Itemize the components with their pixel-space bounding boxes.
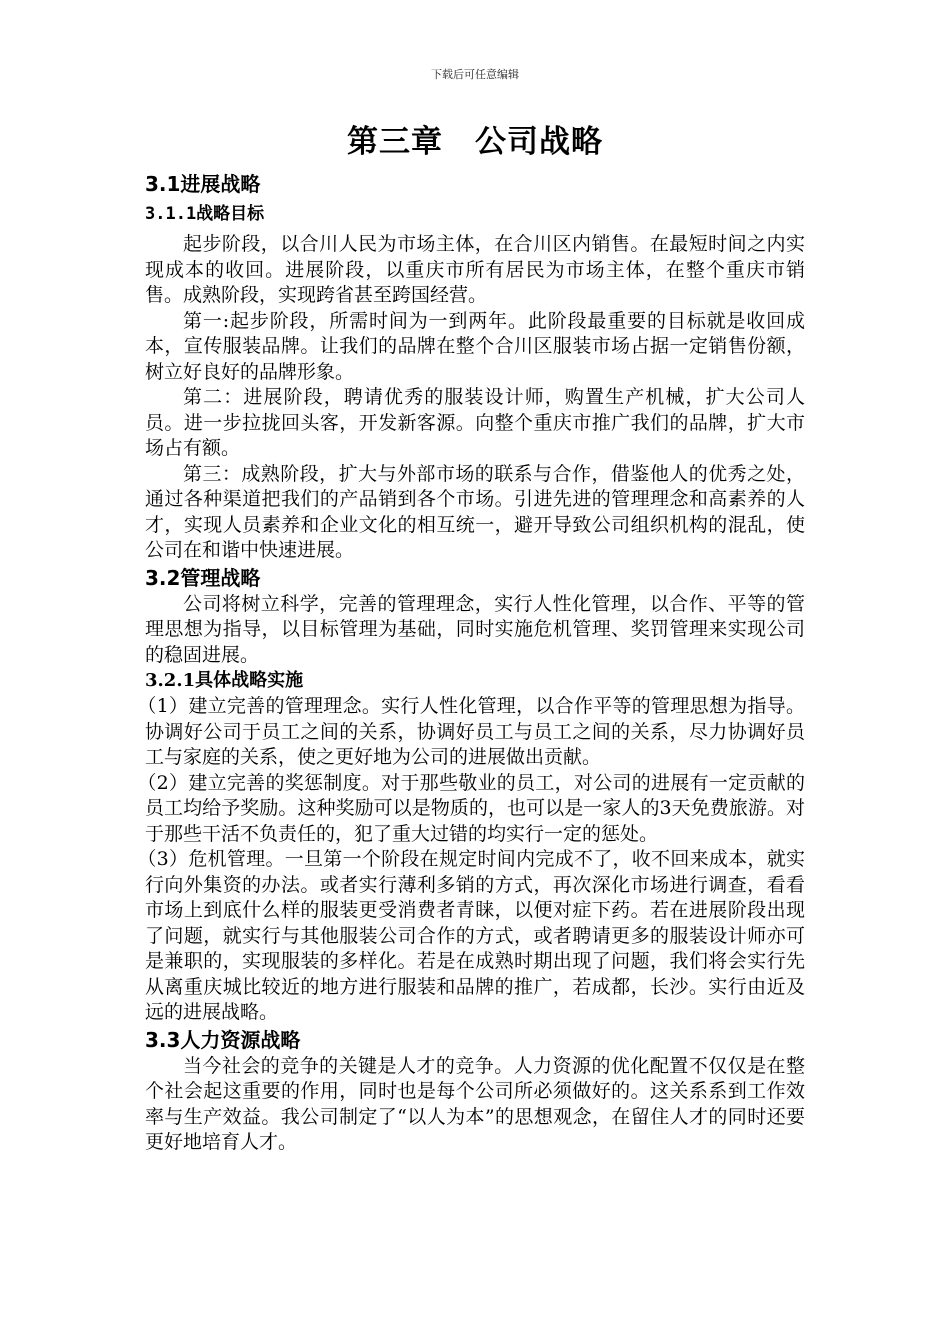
paragraph: 第二：进展阶段，聘请优秀的服装设计师，购置生产机械，扩大公司人员。进一步拉拢回头客，开发新客源。向整个重庆市推广我们的品牌，扩大市场占有额。 bbox=[145, 386, 805, 459]
page-header-note: 下载后可任意编辑 bbox=[431, 68, 519, 81]
paragraph: 第三：成熟阶段，扩大与外部市场的联系与合作，借鉴他人的优秀之处，通过各种渠道把我们的产品销到各个市场。引进先进的管理理念和高素养的人才，实现人员素养和企业文化的相互统一，避开导致公司组织机构的混乱，使公司在和谐中快速进展。 bbox=[145, 462, 805, 561]
subsection-heading-3-1-1: 3.1.1战略目标 bbox=[145, 204, 265, 224]
section-heading-3-1: 3.1进展战略 bbox=[145, 172, 261, 196]
paragraph: 第一:起步阶段，所需时间为一到两年。此阶段最重要的目标就是收回成本，宣传服装品牌。让我们的品牌在整个合川区服装市场占据一定销售份额，树立好良好的品牌形象。 bbox=[145, 309, 805, 383]
section-heading-3-3: 3.3人力资源战略 bbox=[145, 1027, 301, 1052]
list-item: （1）建立完善的管理理念。实行人性化管理，以合作平等的管理思想为指导。协调好公司于员工之间的关系，协调好员工与员工之间的关系，尽力协调好员工与家庭的关系，使之更好地为公司的进展做出贡献。 bbox=[137, 695, 805, 768]
paragraph: 公司将树立科学，完善的管理理念，实行人性化管理，以合作、平等的管理思想为指导，以目标管理为基础，同时实施危机管理、奖罚管理来实现公司的稳固进展。 bbox=[145, 592, 805, 666]
list-item: （2）建立完善的奖惩制度。对于那些敬业的员工，对公司的进展有一定贡献的员工均给予奖励。这种奖励可以是物质的，也可以是一家人的3天免费旅游。对于那些干活不负责任的，犯了重大过错的均实行一定的惩处。 bbox=[137, 771, 805, 845]
paragraph: 当今社会的竞争的关键是人才的竞争。人力资源的优化配置不仅仅是在整个社会起这重要的作用，同时也是每个公司所必须做好的。这关系系到工作效率与生产效益。我公司制定了“以人为本”的思想观念，在留住人才的同时还要更好地培育人才。 bbox=[145, 1054, 805, 1153]
section-heading-3-2: 3.2管理战略 bbox=[145, 565, 261, 590]
list-item: （3）危机管理。一旦第一个阶段在规定时间内完成不了，收不回来成本，就实行向外集资的办法。或者实行薄利多销的方式，再次深化市场进行调查，看看市场上到底什么样的服装更受消费者青睐，以便对症下药。若在进展阶段出现了问题，就实行与其他服装公司合作的方式，或者聘请更多的服装设计师亦可是兼职的，实现服装的多样化。若是在成熟时期出现了问题，我们将会实行先从离重庆城比较近的地方进行服装和品牌的推广，若成都，长沙。实行由近及远的进展战略。 bbox=[137, 848, 805, 1023]
chapter-title: 第三章 公司战略 bbox=[347, 124, 603, 160]
subsection-heading-3-2-1: 3.2.1具体战略实施 bbox=[145, 670, 304, 691]
paragraph: 起步阶段，以合川人民为市场主体，在合川区内销售。在最短时间之内实现成本的收回。进展阶段，以重庆市所有居民为市场主体，在整个重庆市销售。成熟阶段，实现跨省甚至跨国经营。 bbox=[145, 233, 805, 306]
document-body bbox=[137, 120, 805, 1156]
